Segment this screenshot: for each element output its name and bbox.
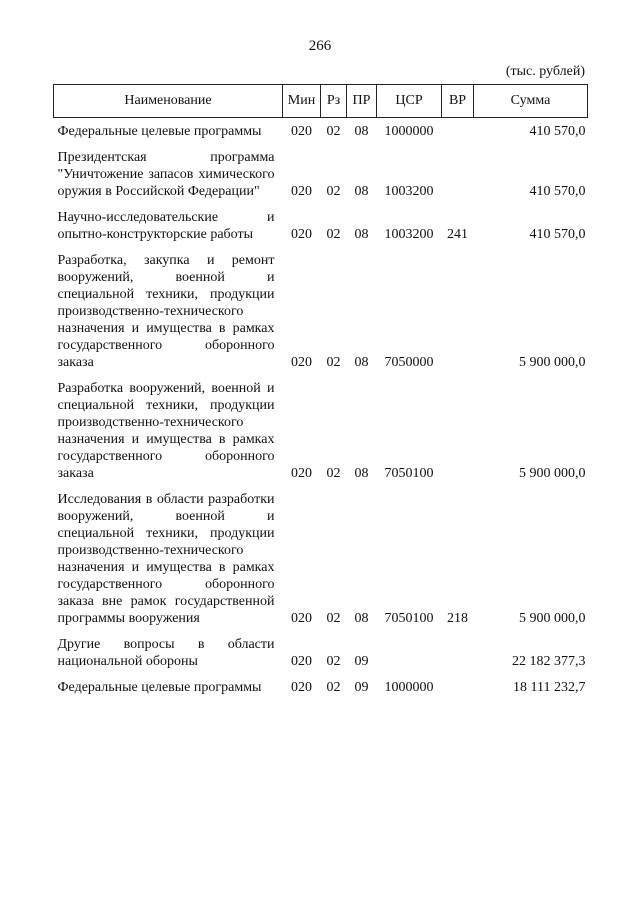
row-min: 020 <box>291 680 312 695</box>
row-name: Разработка, закупка и ремонт вооружений, военной и специальной техники, продукции производственно-технического назначения и имущества в рамках государственного оборонного заказа <box>57 253 275 370</box>
table-row <box>54 631 588 674</box>
header-min: Мин <box>283 85 321 118</box>
row-min: 020 <box>291 124 312 139</box>
page-number: 266 <box>308 38 332 54</box>
row-name: Федеральные целевые программы <box>57 680 262 695</box>
row-sum: 18 111 232,7 <box>513 680 586 695</box>
row-sum: 22 182 377,3 <box>512 654 586 669</box>
row-sum: 5 900 000,0 <box>519 611 586 626</box>
row-name: Другие вопросы в области национальной обороны <box>57 637 275 669</box>
row-vr <box>442 118 474 145</box>
row-sum: 5 900 000,0 <box>519 355 586 370</box>
row-name: Исследования в области разработки вооружений, военной и специальной техники, продукции производственно-технического назначения и имущества в рамках государственного оборонного заказа вне рамок государственной программы вооружения <box>57 492 275 626</box>
row-rz: 02 <box>326 654 341 669</box>
row-vr <box>442 247 474 375</box>
budget-table <box>53 84 588 700</box>
row-min: 020 <box>291 466 312 481</box>
row-pr: 08 <box>354 124 369 139</box>
row-min: 020 <box>291 227 312 242</box>
row-sum: 410 570,0 <box>529 184 586 199</box>
header-row <box>54 85 588 118</box>
row-vr <box>442 144 474 204</box>
row-vr: 218 <box>447 611 468 626</box>
table-row <box>54 118 588 145</box>
row-rz: 02 <box>326 611 341 626</box>
row-pr: 09 <box>354 654 369 669</box>
row-csr: 7050100 <box>384 611 434 626</box>
table-row <box>54 204 588 247</box>
row-pr: 08 <box>354 611 369 626</box>
header-rz: Рз <box>321 85 347 118</box>
header-pr: ПР <box>347 85 377 118</box>
row-csr: 7050100 <box>384 466 434 481</box>
header-vr: ВР <box>442 85 474 118</box>
units-label: (тыс. рублей) <box>505 64 585 79</box>
header-csr: ЦСР <box>377 85 442 118</box>
row-rz: 02 <box>326 124 341 139</box>
row-pr: 09 <box>354 680 369 695</box>
row-sum: 5 900 000,0 <box>519 466 586 481</box>
row-vr <box>442 674 474 700</box>
row-min: 020 <box>291 355 312 370</box>
header-sum: Сумма <box>474 85 588 118</box>
row-csr: 1000000 <box>384 680 434 695</box>
row-csr: 1003200 <box>384 227 434 242</box>
table-row <box>54 674 588 700</box>
row-name: Научно-исследовательские и опытно-конструкторские работы <box>57 210 275 242</box>
row-csr: 1000000 <box>384 124 434 139</box>
row-csr <box>377 631 442 674</box>
row-rz: 02 <box>326 680 341 695</box>
row-vr <box>442 631 474 674</box>
row-vr: 241 <box>447 227 468 242</box>
row-pr: 08 <box>354 355 369 370</box>
row-rz: 02 <box>326 227 341 242</box>
row-csr: 1003200 <box>384 184 434 199</box>
row-name: Президентская программа "Уничтожение запасов химического оружия в Российской Федерации" <box>57 150 275 199</box>
row-pr: 08 <box>354 227 369 242</box>
row-sum: 410 570,0 <box>529 124 586 139</box>
row-min: 020 <box>291 611 312 626</box>
row-sum: 410 570,0 <box>529 227 586 242</box>
row-name: Федеральные целевые программы <box>57 124 262 139</box>
header-name: Наименование <box>54 85 283 118</box>
row-min: 020 <box>291 654 312 669</box>
row-pr: 08 <box>354 466 369 481</box>
row-rz: 02 <box>326 466 341 481</box>
row-pr: 08 <box>354 184 369 199</box>
row-name: Разработка вооружений, военной и специальной техники, продукции производственно-технического назначения и имущества в рамках государственного оборонного заказа <box>57 381 275 481</box>
table-row <box>54 486 588 631</box>
row-rz: 02 <box>326 355 341 370</box>
table-row <box>54 144 588 204</box>
row-min: 020 <box>291 184 312 199</box>
row-csr: 7050000 <box>384 355 434 370</box>
table-row <box>54 247 588 375</box>
row-vr <box>442 375 474 486</box>
row-rz: 02 <box>326 184 341 199</box>
table-row <box>54 375 588 486</box>
